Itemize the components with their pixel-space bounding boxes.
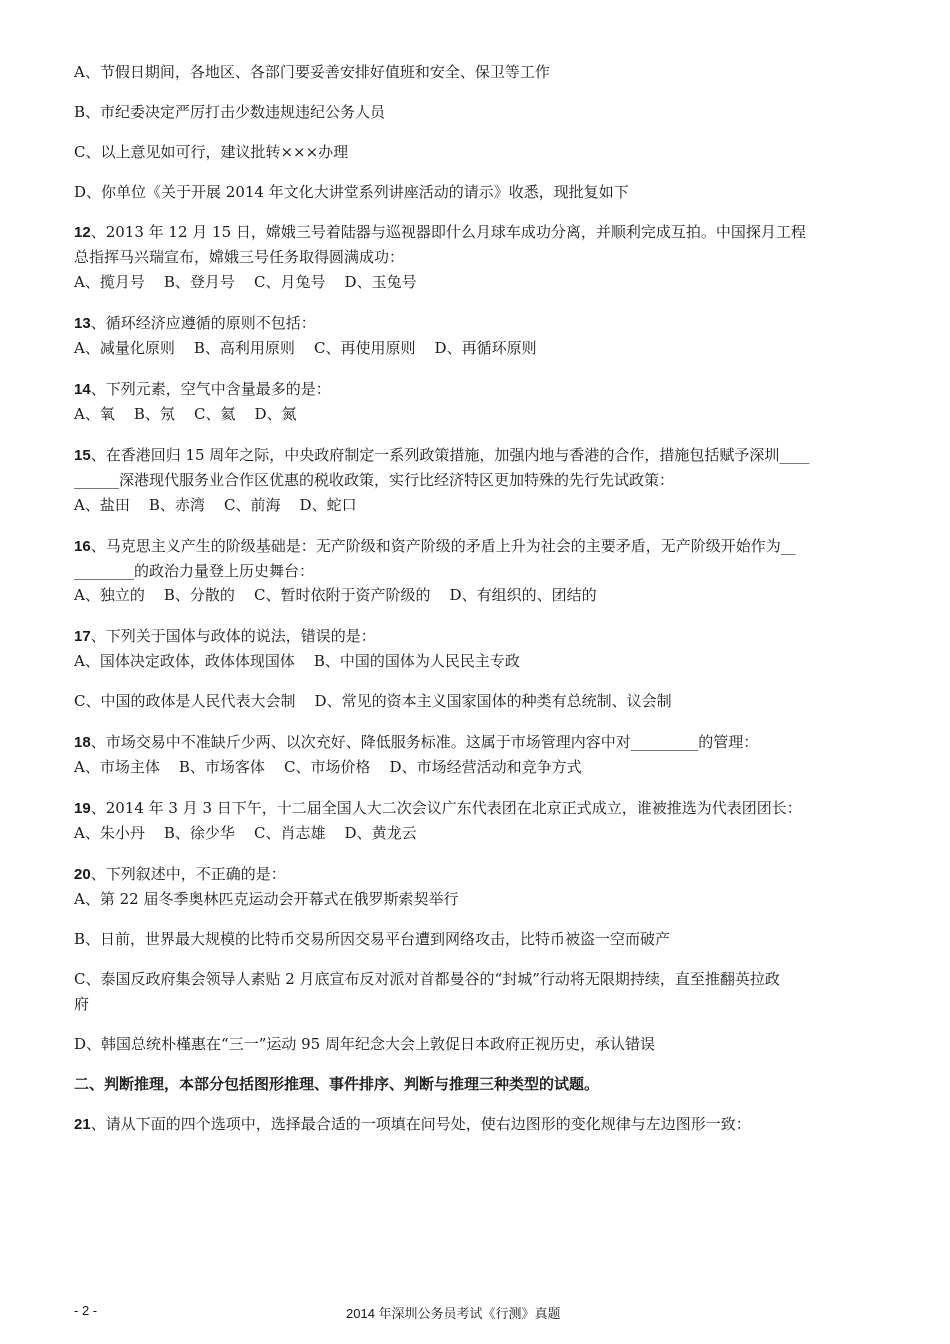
q15-number: 15 bbox=[74, 447, 91, 464]
q17-options-cd: C、中国的政体是人民代表大会制 D、常见的资本主义国家国体的种类有总统制、议会制 bbox=[74, 692, 672, 710]
q12-options: A、揽月号 B、登月号 C、月兔号 D、玉兔号 bbox=[74, 273, 417, 291]
prev-option-c: C、以上意见如可行，建议批转×××办理 bbox=[74, 143, 349, 161]
q18-number: 18 bbox=[74, 734, 91, 751]
prev-option-a: A、节假日期间，各地区、各部门要妥善安排好值班和安全、保卫等工作 bbox=[74, 63, 550, 81]
q12-text: 、2013 年 12 月 15 日，嫦娥三号着陆器与巡视器即什么月球车成功分离，并顺利完成互拍。中国探月工程 bbox=[90, 223, 806, 241]
q13-options: A、减量化原则 B、高利用原则 C、再使用原则 D、再循环原则 bbox=[74, 339, 537, 357]
q15-text: 、在香港回归 15 周年之际，中央政府制定一系列政策措施，加强内地与香港的合作，措施包括赋予深圳____ bbox=[90, 446, 810, 464]
q16-line2: ________的政治力量登上历史舞台： bbox=[74, 562, 315, 580]
q20-option-b: B、日前，世界最大规模的比特币交易所因交易平台遭到网络攻击，比特币被盗一空而破产 bbox=[74, 930, 671, 948]
q12-line1 bbox=[74, 222, 806, 243]
q17-options-ab: A、国体决定政体，政体体现国体 B、中国的国体为人民民主专政 bbox=[74, 652, 520, 670]
q20-option-c-line1: C、泰国反政府集会领导人素贴 2 月底宣布反对派对首都曼谷的“封城”行动将无限期持续，直至推翻英拉政 bbox=[74, 970, 780, 988]
q21-stem: 、请从下面的四个选项中，选择最合适的一项填在问号处，使右边图形的变化规律与左边图形一致： bbox=[90, 1115, 751, 1133]
q19-number: 19 bbox=[74, 800, 91, 817]
q19-stem: 、2014 年 3 月 3 日下午，十二届全国人大二次会议广东代表团在北京正式成立，谁被推选为代表团团长： bbox=[90, 799, 802, 817]
q12-line2: 总指挥马兴瑞宣布，嫦娥三号任务取得圆满成功： bbox=[74, 248, 405, 266]
q19-options: A、朱小丹 B、徐少华 C、肖志雄 D、黄龙云 bbox=[74, 824, 417, 842]
q17-stem-line bbox=[74, 626, 376, 647]
q18-stem-line bbox=[74, 732, 758, 753]
q17-stem: 、下列关于国体与政体的说法，错误的是： bbox=[90, 627, 376, 645]
q15-line1 bbox=[74, 445, 809, 466]
q14-number: 14 bbox=[74, 381, 91, 398]
q14-stem-line bbox=[74, 379, 331, 400]
q20-stem-line bbox=[74, 864, 286, 885]
q16-options: A、独立的 B、分散的 C、暂时依附于资产阶级的 D、有组织的、团结的 bbox=[74, 586, 597, 604]
q20-option-d: D、韩国总统朴槿惠在“三一”运动 95 周年纪念大会上敦促日本政府正视历史，承认错误 bbox=[74, 1035, 655, 1053]
q16-line1 bbox=[74, 536, 796, 557]
section-heading: 二、判断推理，本部分包括图形推理、事件排序、判断与推理三种类型的试题。 bbox=[74, 1075, 600, 1093]
q13-stem-line bbox=[74, 313, 316, 334]
q15-line2: ______深港现代服务业合作区优惠的税收政策，实行比经济特区更加特殊的先行先试政策： bbox=[74, 471, 675, 489]
q13-number: 13 bbox=[74, 315, 91, 332]
q13-stem: 、循环经济应遵循的原则不包括： bbox=[90, 314, 316, 332]
prev-option-b: B、市纪委决定严厉打击少数违规违纪公务人员 bbox=[74, 103, 386, 121]
q15-options: A、盐田 B、赤湾 C、前海 D、蛇口 bbox=[74, 496, 357, 514]
q20-stem: 、下列叙述中，不正确的是： bbox=[90, 865, 286, 883]
q14-options: A、氧 B、氖 C、氦 D、氮 bbox=[74, 405, 297, 423]
footer-page-number: - 2 - bbox=[74, 1303, 98, 1318]
q12-number: 12 bbox=[74, 224, 91, 241]
q17-number: 17 bbox=[74, 628, 91, 645]
footer-title: 2014 年深圳公务员考试《行测》真题 bbox=[346, 1306, 561, 1321]
q20-option-c-line2: 府 bbox=[74, 995, 90, 1013]
q20-option-a: A、第 22 届冬季奥林匹克运动会开幕式在俄罗斯索契举行 bbox=[74, 890, 459, 908]
q18-stem: 、市场交易中不准缺斤少两、以次充好、降低服务标准。这属于市场管理内容中对_________的管理： bbox=[90, 733, 759, 751]
q16-text: 、马克思主义产生的阶级基础是：无产阶级和资产阶级的矛盾上升为社会的主要矛盾，无产阶级开始作为__ bbox=[90, 537, 796, 555]
q21-number: 21 bbox=[74, 1116, 91, 1133]
q18-options: A、市场主体 B、市场客体 C、市场价格 D、市场经营活动和竞争方式 bbox=[74, 758, 582, 776]
q16-number: 16 bbox=[74, 538, 91, 555]
q20-number: 20 bbox=[74, 866, 91, 883]
q14-stem: 、下列元素，空气中含量最多的是： bbox=[90, 380, 331, 398]
q21-stem-line bbox=[74, 1114, 751, 1135]
prev-option-d: D、你单位《关于开展 2014 年文化大讲堂系列讲座活动的请示》收悉，现批复如下 bbox=[74, 183, 629, 201]
q19-stem-line bbox=[74, 798, 802, 819]
